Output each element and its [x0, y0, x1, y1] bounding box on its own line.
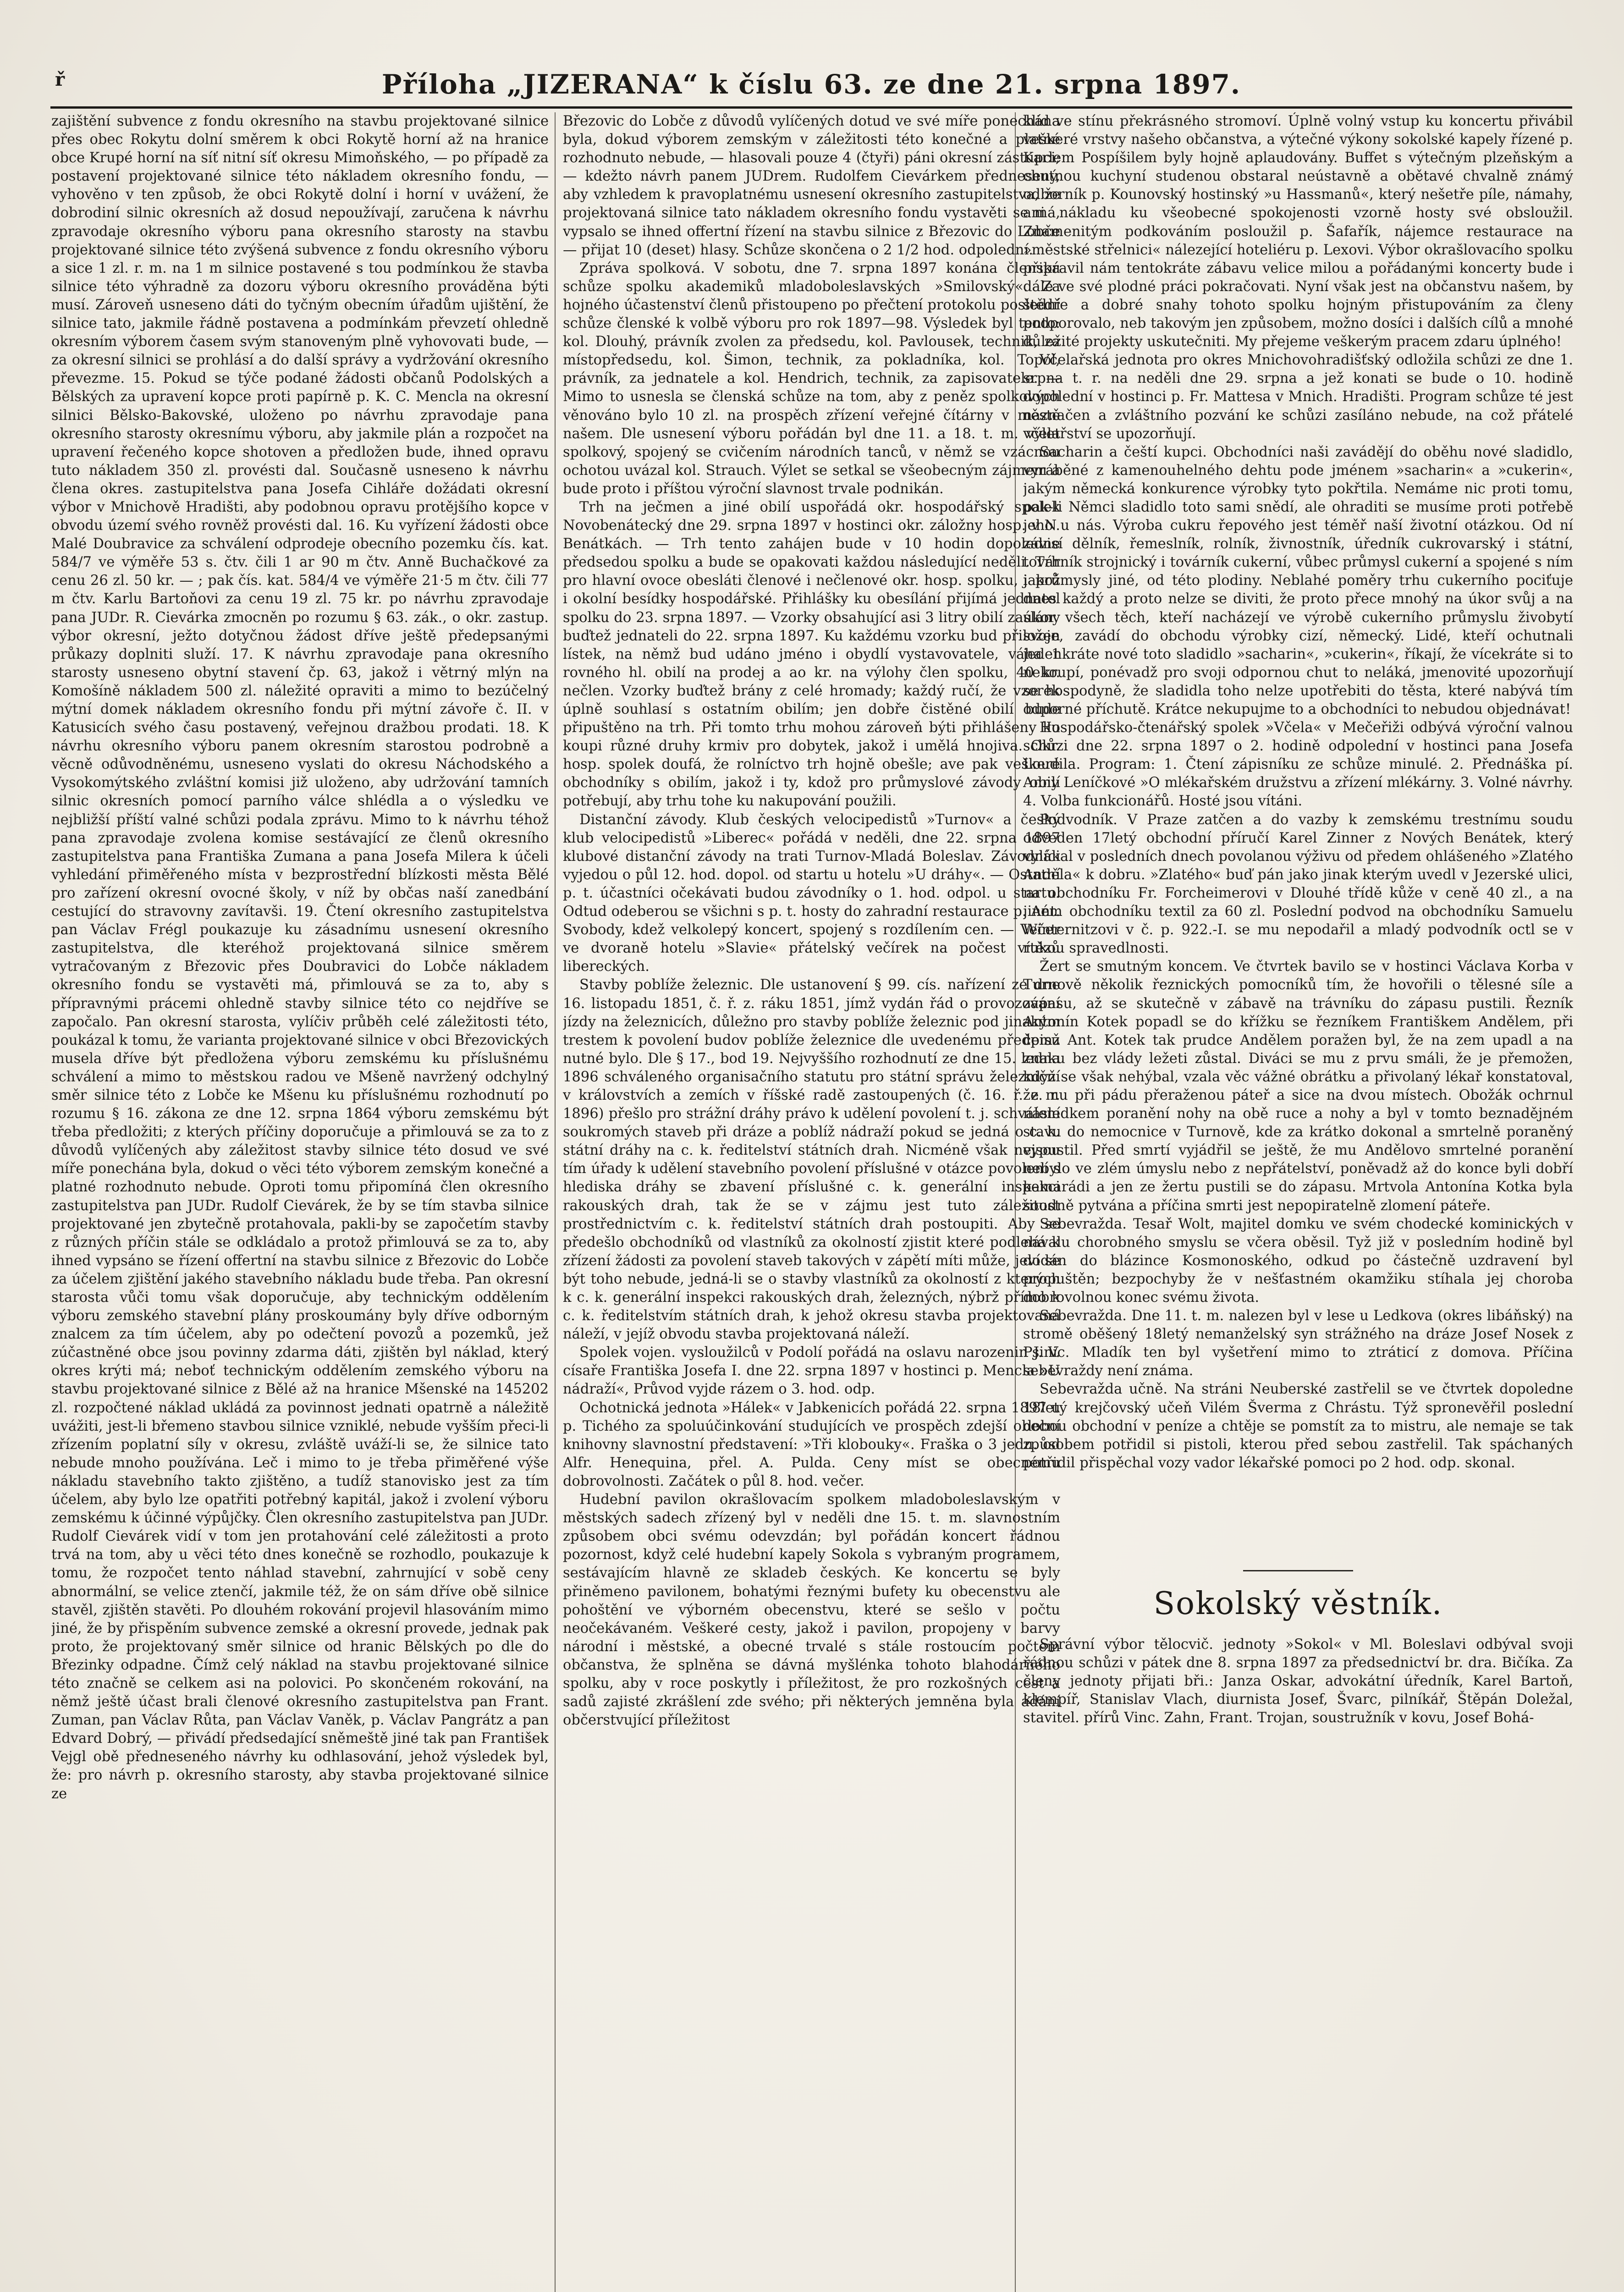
article-paragraph: Spolek vojen. vysloužilců v Podolí pořádá na oslavu narozenin J. V. císaře Františka Josefa I. dne 22. srpna 1897 v hostinci p. Mencla »U nádraží«, Průvod vyjde rázem o 3. hod. odp.	[563, 1344, 1060, 1398]
article-paragraph: Březovic do Lobče z důvodů vylíčených dotud ve své míře ponechána byla, dokud výborem zemským v záležitosti této konečné a platné rozhodnuto nebude, — hlasovali pouze 4 (čtyři) páni okresní zástupci; — kdežto návrh panem JUDrem. Rudolfem Cievárkem přednesený, aby vzhledem k pravoplatnému usnesení okresního zastupitelstva, že projektovaná silnice tato nákladem okresního fondu vystavěti se má, vypsalo se ihned offertní řízení na stavbu silnice z Březovic do Lobče — přijat 10 (deset) hlasy. Schůze skončena o 2 1/2 hod. odpolední.	[563, 113, 1060, 258]
section-title: Sokolský věstník.	[1153, 1586, 1443, 1622]
column-3-news	[1023, 112, 1573, 1552]
page-title: Příloha „JIZERANA“ k číslu 63. ze dne 21. srpna 1897.	[381, 69, 1241, 100]
article-paragraph: Stavby poblíže železnic. Dle ustanovení § 99. cís. nařízení ze dne 16. listopadu 1851, č. ř. z. ráku 1851, jímž vydán řád o provozování jízdy na železnicích, důležno pro stavby poblíže železnic pod jinakým trestem k povolení budov poblíže železnice dle uvedenému předpisu nutné bylo. Dle § 17., bod 19. Nejvyššího rozhodnutí ze dne 15. ledna 1896 schváleného organisačního statutu pro státní správu železniční v královstvích a zemích v říšské radě zastoupených (č. 16. ř. z. r. 1896) přešlo pro strážní dráhy právo k udělení povolení t. j. schválení soukromých staveb při dráze a poblíž nádraží pokud se jedná o c. k. státní dráhy na c. k. ředitelství státních drah. Nicméně však nejsou tím úřady k udělení stavebního povolení příslušné v otázce povolení s hlediska dráhy se zbavení příslušné c. k. generální inspekci rakouských drah, tak že se v zájmu jest tuto záležitost prostřednictvím c. k. ředitelství státních drah postoupiti. Aby se předešlo obchodníků od vlastníků za okolností zjistit které podlehá k zřízení žádosti za povolení staveb takových v zápětí míti může, jeví se být toho nebude, jedná-li se o stavby vlastníků za okolností z kterých k c. k. generální inspekci rakouských drah, železných, nýbrž přímo k c. k. ředitelstvím státních drah, k jehož okresu stavba projektovaná náleží, v jejíž obvodu stavba projektovaná náleží.	[563, 977, 1060, 1343]
article-paragraph: Sebevražda. Tesař Wolt, majitel domku ve svém chodecké kominických v návalu chorobného smyslu se včera oběsil. Tyž již v posledním hodině byl dodán do blázince Kosmonoského, odkud po částečně uzdravení byl propuštěn; bezpochyby že v nešťastném okamžiku stíhala jej choroba dobrovolnou konec svému života.	[1023, 1216, 1573, 1306]
column-2	[563, 112, 1060, 2292]
article-paragraph: Distanční závody. Klub českých velocipedistů »Turnov« a český klub velocipedistů »Liberec« pořádá v neděli, dne 22. srpna 1897 klubové distanční závody na trati Turnov-Mladá Boleslav. Závodníci vyjedou o půl 12. hod. dopol. od startu u hotelu »U dráhy«. — Ostatní p. t. účastníci očekávati budou závodníky o 1. hod. odpol. u startu. Odtud odeberou se všichni s p. t. hosty do zahradní restaurace p. Ant. Svobody, kdež velkolepý koncert, spojený s rozdílením cen. — Večer ve dvoraně hotelu »Slavie« přátelský večírek na počest vítězů libereckých.	[563, 811, 1060, 975]
article-paragraph: Ochotnická jednota »Hálek« v Jabkenicích pořádá 22. srpna 1897 u p. Tichého za spoluúčinkování studujících ve prospěch zdejší obecní knihovny slavnostní představení: »Tři klobouky«. Fraška o 3 jedn. od Alfr. Henequina, přel. A. Pulda. Ceny míst se obecnému dobrovolnosti. Začátek o půl 8. hod. večer.	[563, 1399, 1060, 1489]
column-1	[51, 112, 549, 2292]
article-paragraph: klid ve stínu překrásného stromoví. Úplně volný vstup ku koncertu přivábil veškeré vrstvy našeho občanstva, a výtečné výkony sokolské kapely řízené p. Karlem Pospíšilem byly hojně aplaudovány. Buffet s výtečným plzeňským a chutnou kuchyní studenou obstaral neústavně a obětavé chvalně známý odborník p. Kounovský hostinský »u Hassmanů«, který nešetře píle, námahy, ani nákladu ku všeobecné spokojenosti vzorně hosty své obsloužil. Znamenitým podkováním posloužil p. Šafařík, nájemce restaurace na »městské střelnici« nálezející hoteliéru p. Lexovi. Výbor okrašlovacího spolku připravil nám tentokráte zábavu velice milou a pořádanými koncerty bude i dále ve své plodné práci pokračovati. Nyní však jest na občanstvu našem, by štědře a dobré snahy tohoto spolku hojným přistupováním za členy podporovalo, neb takovým jen způsobem, možno dosíci i dalších cílů a mnohé důležité projekty uskutečniti. My přejeme veškerým pracem zdaru úplného!	[1023, 113, 1573, 350]
article-paragraph: Sebevražda učně. Na stráni Neuberské zastřelil se ve čtvrtek dopoledne 18letý krejčovský učeň Vilém Šverma z Chrástu. Týž spronevěřil poslední dobou obchodní v peníze a chtěje se pomstít za to mistru, ale nemaje se tak způsobem potřidil si pistoli, kterou před sebou zastřelil. Tak spáchaných potřidil přispěchal vozy vador lékařské pomoci po 2 hod. odp. skonal.	[1023, 1381, 1573, 1471]
article-paragraph: Žert se smutným koncem. Ve čtvrtek bavilo se v hostinci Václava Korba v Turnově několik řeznických pomocníků tím, že hovořili o tělesné síle a zápasu, až se skutečně v zábavě na trávníku do zápasu pustili. Řezník Antonín Kotek popadl se do křížku se řezníkem Františkem Andělem, při čemž Ant. Kotek tak prudce Andělem poražen byl, že na zem upadl a na znaku bez vlády ležeti zůstal. Diváci se mu z prvu smáli, že je přemožen, když se však nehýbal, vzala věc vážné obrátku a přivolaný lékař konstatoval, že mu při pádu přeraženou páteř a sice na dvou místech. Obožák ochrnul následkem poranění nohy na obě ruce a nohy a byl v tomto beznadějném stavu do nemocnice v Turnově, kde za krátko dokonal a smrtelně poraněný vypustil. Před smrtí vyjádřil se ještě, že mu Andělovo smrtelné poranění nebylo ve zlém úmyslu nebo z nepřátelství, poněvadž až do konce byli dobří kamarádi a jen ze žertu pustili se do zápasu. Mrtvola Antonína Kotka byla soudně pytvána a příčina smrti jest nepopiratelně zlomení páteře.	[1023, 959, 1573, 1214]
column-3	[1023, 112, 1573, 2292]
section-separator	[1243, 1570, 1353, 1571]
article-paragraph: zajištění subvence z fondu okresního na stavbu projektované silnice přes obec Rokytu dolní směrem k obci Rokytě horní až na hranice obce Krupé horní na síť nitní síť okresu Mimoňského, — po případě za postavení projektované silnice této nákladem okresního fondu, — vyhověno v ten způsob, že obci Rokytě dolní i horní v uvážení, že dobrodiní silnic okresních až dosud nepoužívají, zaručena k návrhu zpravodaje okresního výboru pana okresního starosty na stavbu projektované silnice této zvýšená subvence z fondu okresního výboru a sice 1 zl. r. m. na 1 m silnice postavené s tou podmínkou že stavba silnice této výhradně za dozoru výboru okresního prováděna býti musí. Zároveň usneseno dáti do tyčným obecním úřadům ujištění, že silnice tato, jakmile řádně postavena a podmínkám převzetí ohledně okresním výborem časem svým stanoveným plně vyhovovati bude, — za okresní silnici se prohlásí a do další správy a vydržování okresního převezme. 15. Pokud se týče podané žádosti občanů Podolských a Bělských za upravení kopce proti papírně p. K. C. Mencla na okresní silnici Bělsko-Bakovské, uloženo po návrhu zpravodaje pana okresního starosty okresnímu výboru, aby jakmile plán a rozpočet na upravení řečeného kopce shotoven a předložen bude, ihned opravu tuto nákladem 350 zl. provésti dal. Současně usneseno k návrhu člena okres. zastupitelstva pana Josefa Cihláře dožádati okresní výbor v Mnichově Hradišti, aby podobnou opravu protějšího kopce v obvodu území svého rovněž provésti dal. 16. Ku vyřízení žádosti obce Malé Doubravice za schválení odprodeje obecního pozemku čís. kat. 584/7 ve výměře 53 s. čtv. čili 1 ar 90 m čtv. Anně Buchačkové za cenu 26 zl. 50 kr. — ; pak čís. kat. 584/4 ve výměře 21·5 m čtv. čili 77 m čtv. Karlu Bartoňovi za cenu 19 zl. 75 kr. po návrhu zpravodaje pana JUDr. R. Cievárka zmocněn po rozumu § 63. zák., o okr. zastup. výbor okresní, ježto dotyčnou žádost dříve ještě předepsanými průkazy doplniti služí. 17. K návrhu zpravodaje pana okresního starosty usneseno obytní stavení čp. 63, jakož i větrný mlýn na Komošíně nákladem 500 zl. náležité opraviti a mimo to bezúčelný mýtní domek nákladem okresního fondu při mýtní závoře č. II. v Katusicích svého času postavený, veřejnou dražbou prodati. 18. K návrhu okresního výboru panem okresním starostou podrobně a věcně odůvodněnému, usneseno vyslati do okresu Náchodského a Vysokomýtského zvláštní komisi již uloženo, aby udržování tamních silnic okresních pomocí parního válce shlédla a o výsledku ve nejbližší příští valné schůzi podala zprávu. Mimo to k návrhu téhož pana zpravodaje zvolena komise sestávající ze členů okresního zastupitelstva pana Františka Zumana a pana Josefa Milera k účeli vyhledání přiměřeného místa v bezprostřední blízkosti města Bělé pro zařízení okresní ovocné školy, v níž by občas naší zanedbání cestující do stravovny zavítavši. 19. Čtení okresního zastupitelstva pan Václav Frégl poukazuje ku zásadnímu usnesení okresního zastupitelstva, dle kteréhož projektovaná silnice směrem vytračovaným z Březovic přes Doubravici do Lobče nákladem okresního fondu se vystavěti má, přimlouvá se za to, aby s přípravnými prácemi ohledně stavby silnice této co nejdříve se započalo. Pan okresní starosta, vylíčiv průběh celé záležitosti této, poukázal k tomu, že varianta projektované silnice v obci Březovických musela dříve být předložena výboru zemskému ku příslušnému schválení a mimo to městskou radou ve Mšeně navržený odchylný směr silnice této z Lobče ke Mšenu ku příslušnému rozhodnutí po rozumu § 16. zákona ze dne 12. srpna 1864 výboru zemskému být třeba předložiti; z kterých příčiny doporučuje a přimlouvá se za to z důvodů vylíčených aby záležitost stavby silnice této dosud ve své míře ponechána byla, dokud o věci této výborem zemským konečné a platné rozhodnuto nebude. Oproti tomu připomíná člen okresního zastupitelstva pan JUDr. Rudolf Cievárek, že by se tím stavba silnice projektované jen zbytečně protahovala, pakli-by se započetím stavby z různých příčin stále se odkládalo a protož přimlouvá se za to, aby ihned vypsáno se řízení offertní na stavbu silnice z Březovic do Lobče za účelem zjištění jakého stavebního nákladu bude třeba. Pan okresní starosta vůči tomu však doporučuje, aby technickým oddělením výboru zemského stavební plány proskoumány byly dříve odborným znalcem za tím účelem, aby po odečtení povozů a pozemků, jež zúčastněné obce jsou povinny zdarma dáti, zjištěn byl náklad, který okres krýti má; neboť technickým oddělením zemského výboru na stavbu projektované silnice z Bělé až na hranice Mšenské na 145202 zl. rozpočtené náklad ukládá za povinnost jednati opatrně a náležitě uvážiti, jest-li břemeno stavbou silnice vzniklé, nebude vyšším přeci-li zřízením poplatní síly v okresu, zvláště uváží-li se, že silnice tato nebude mnoho používána. Leč i mimo to je třeba přiměřené výše nákladu stavebního takto zjištěno, a tudíž stanovisko jest za tím účelem, aby bylo lze opatřiti potřebný kapitál, jakož i zvolení výboru zemskému k účinné výpůjčky. Člen okresního zastupitelstva pan JUDr. Rudolf Cievárek vidí v tom jen protahování celé záležitosti a proto trvá na tom, aby u věci této dnes konečně se rozhodlo, poukazuje k tomu, že rozpočet tento náhlad stavební, zahrnující v sobě ceny abnormální, se velice ztenčí, jakmile též, že on sám dříve obě silnice stavěl, zjištěn stavěti. Po dlouhém rokování projevil hlasováním mimo jiné, že by přispěním subvence zemské a okresní provede, jednak pak proto, že projektovaný směr silnice od hranic Bělských po dle do Březinky odpadne. Čímž celý náklad na stavbu projektované silnice této značně se celkem asi na polovici. Po skončeném rokování, na němž ještě účast brali členové okresního zastupitelstva pan Frant. Zuman, pan Václav Růta, pan Václav Vaněk, p. Václav Pangrátz a pan Edvard Dobrý, — přivádí předsedající sněmeště jiné tak pan František Vejgl obě předneseného návrhy ku odhlasování, jehož výsledek byl, že: pro návrh p. okresního starosty, aby stavba projektované silnice ze	[51, 113, 549, 1802]
article-paragraph: Podvodník. V Praze zatčen a do vazby k zemskému trestnímu soudu odveden 17letý obchodní příručí Karel Zinner z Nových Benátek, který vylákal v posledních dnech povolanou výživu od předem ohlášeného »Zlatého Anděla« k dobru. »Zlatého« buď pán jako jinak kterým uvedl v Jezerské ulici, na obchodníku Fr. Forcheimerovi v Dlouhé třídě kůže v ceně 40 zl., a na jiném obchodníku textil za 60 zl. Poslední podvod na obchodníku Samuelu Winternitzovi v č. p. 922.-I. se mu nepodařil a mladý podvodník octl se v rukou spravedlnosti.	[1023, 811, 1573, 957]
article-paragraph: Hudební pavilon okrašlovacím spolkem mladoboleslavským v městských sadech zřízený byl v neděli dne 15. t. m. slavnostním způsobem obci svému odevzdán; byl pořádán koncert řádnou pozornost, když celé hudební kapely Sokola s vybraným programem, sestávajícím hlavně ze skladeb českých. Ke koncertu se byly přiněmeno pavilonem, bohatými řeznými bufety ku obecenstvu ale pohoštění ve výborném obecenstvu, které se sešlo v počtu neočekávaném. Veškeré cesty, jakož i pavilon, propojeny v barvy národní i městské, a obecné trvalé s stále rostoucím počtem občanstva, že splněna se dávná myšlénka tohoto blahodárného spolku, aby v roce poskytly i příležitost, že pro rozkošných cest a sadů zajisté zkrášlení zde svého; při některých jemněna byla ádání občerstvující příležitost	[563, 1492, 1060, 1729]
article-paragraph: Trh na ječmen a jiné obilí uspořádá okr. hospodářský spolek Novobenátecký dne 29. srpna 1897 v hostinci okr. záložny hosp. v N. Benátkách. — Trh tento zahájen bude v 10 hodin dopoledne předsedou spolku a bude se opakovati každou následující neděli. Trh pro hlavní ovoce obesláti členové i nečlenové okr. hosp. spolku, jakož i okolní besídky hospodářské. Přihlášky ku obesílání přijímá jednatel spolku do 23. srpna 1897. — Vzorky obsahující asi 3 litry obilí zaslány buďtež jednateli do 22. srpna 1897. Ku každému vzorku bud přiložen lístek, na němž bud udáno jméno i obydlí vystavovatele, váha 1 rovného hl. obilí na prodej a ao kr. na výlohy člen spolku, 40 kr. nečlen. Vzorky buďtež brány z celé hromady; každý ručí, že vzorek úplně souhlasí s ostatním obilím; jen dobře čistěné obilí bude připuštěno na trh. Při tomto trhu mohou zároveň býti přihlášeny ku koupi různé druhy krmiv pro dobytek, jakož i umělá hnojiva. Okr. hosp. spolek doufá, že rolníctvo trh hojně obešle; ave pak veškeré obchodníky s obilím, jakož i ty, kdož pro průmyslové závody obilí potřebují, aby trhu tohe ku nakupování použili.	[563, 499, 1060, 810]
article-paragraph: Správní výbor tělocvič. jednoty »Sokol« v Ml. Boleslavi odbýval svoji řádnou schůzi v pátek dne 8. srpna 1897 za předsednictví br. dra. Bičíka. Za členy jednoty přijati bři.: Janza Oskar, advokátní úředník, Karel Bartoň, klempíř, Stanislav Vlach, diurnista Josef, Švarc, pilníkář, Štěpán Doležal, stavitel. přírů Vinc. Zahn, Frant. Trojan, soustružník v kovu, Josef Bohá-	[1023, 1636, 1573, 1726]
corner-mark: ř	[55, 69, 65, 90]
header-rule	[50, 106, 1572, 109]
article-paragraph: Včelařská jednota pro okres Mnichovohradišťský odložila schůzi ze dne 1. srpna t. r. na neděli dne 29. srpna a jež konati se bude o 10. hodině dopolední v hostinci p. Fr. Mattesa v Mnich. Hradišti. Program schůze té jest naznačen a zvláštního pozvání ke schůzi zasíláno nebude, na což přátelé včelařství se upozorňují.	[1023, 352, 1573, 442]
article-paragraph: Hospodářsko-čtenářský spolek »Včela« v Mečeřiži odbývá výroční valnou schůzi dne 22. srpna 1897 o 2. hodině odpolední v hostinci pana Josefa Loudila. Program: 1. Čtení zápisníku ze schůze minulé. 2. Přednáška pí. Anny Leníčkové »O mlékařském družstvu a zřízení mlékárny. 3. Volné návrhy. 4. Volba funkcionářů. Hosté jsou vítáni.	[1023, 720, 1573, 810]
article-paragraph: Sacharin a čeští kupci. Obchodníci naši zavádějí do oběhu nové sladidlo, vyráběné z kamenouhelného dehtu pode jménem »sacharin« a »cukerin«, jakým německá konkurence výrobky tyto pokřtila. Nemáme nic proti tomu, pak-li Němci sladidlo toto sami snědí, ale ohraditi se musíme proti potřebě jeho u nás. Výroba cukru řepového jest téměř naší životní otázkou. Od ní závisí dělník, řemeslník, rolník, živnostník, úředník cukrovarský i státní, továrník strojnický i továrník cukerní, vůbec průmysl cukerní a spojené s ním i průmysly jiné, od této plodiny. Neblahé poměry trhu cukerního pociťuje dnes každý a proto nelze se diviti, že proto přece mnohý na úkor svůj a na úkor všech těch, kteří nacházejí ve výrobě cukerního průmyslu živobytí svoje, zavádí do obchodu výrobky cizí, německý. Lidé, kteří ochutnali jedenkráte nové toto sladidlo »sacharin«, »cukerin«, říkají, že vícekráte si to nekoupí, ponévadž pro svoji odpornou chut to neláká, jmenovité upozorňují se hospodyně, že sladidla toho nelze upotřebiti do těsta, které nabývá tím odporné příchutě. Krátce nekupujme to a obchodníci to nebudou objednávat!	[1023, 444, 1573, 717]
article-paragraph: Sebevražda. Dne 11. t. m. nalezen byl v lese u Ledkova (okres libáňský) na stromě oběšený 18letý nemanželský syn strážného na dráze Josef Nosek z Psinic. Mladík ten byl vyšetření mimo to ztráticí z domova. Příčina sebevraždy není známa.	[1023, 1308, 1573, 1379]
column-divider	[555, 112, 556, 2292]
article-paragraph: Zpráva spolková. V sobotu, dne 7. srpna 1897 konána členská schůze spolku akademiků mladoboleslavských »Smilovský«. Za hojného účastenství členů přistoupeno po přečtení protokolu poslední schůze členské k volbě výboru pro rok 1897—98. Výsledek byl tento: kol. Dlouhý, právník zvolen za předsedu, kol. Pavlousek, technik, za místopředsedu, kol. Šimon, technik, za pokladníka, kol. Topol, právník, za jednatele a kol. Hendrich, technik, za zapisovatele. — Mimo to usnesla se členská schůze na tom, aby z peněz spolkových věnováno bylo 10 zl. na prospěch zřízení veřejné čítárny v městě našem. Dle usnesení výboru pořádán byl dne 11. a 18. t. m. výlet spolkový, spojený se cvičením národních tanců, v němž se vzácnou ochotou uvázal kol. Strauch. Výlet se setkal se všeobecným zájmem a bude proto i příštou výroční slavnost trvale podnikán.	[563, 260, 1060, 497]
